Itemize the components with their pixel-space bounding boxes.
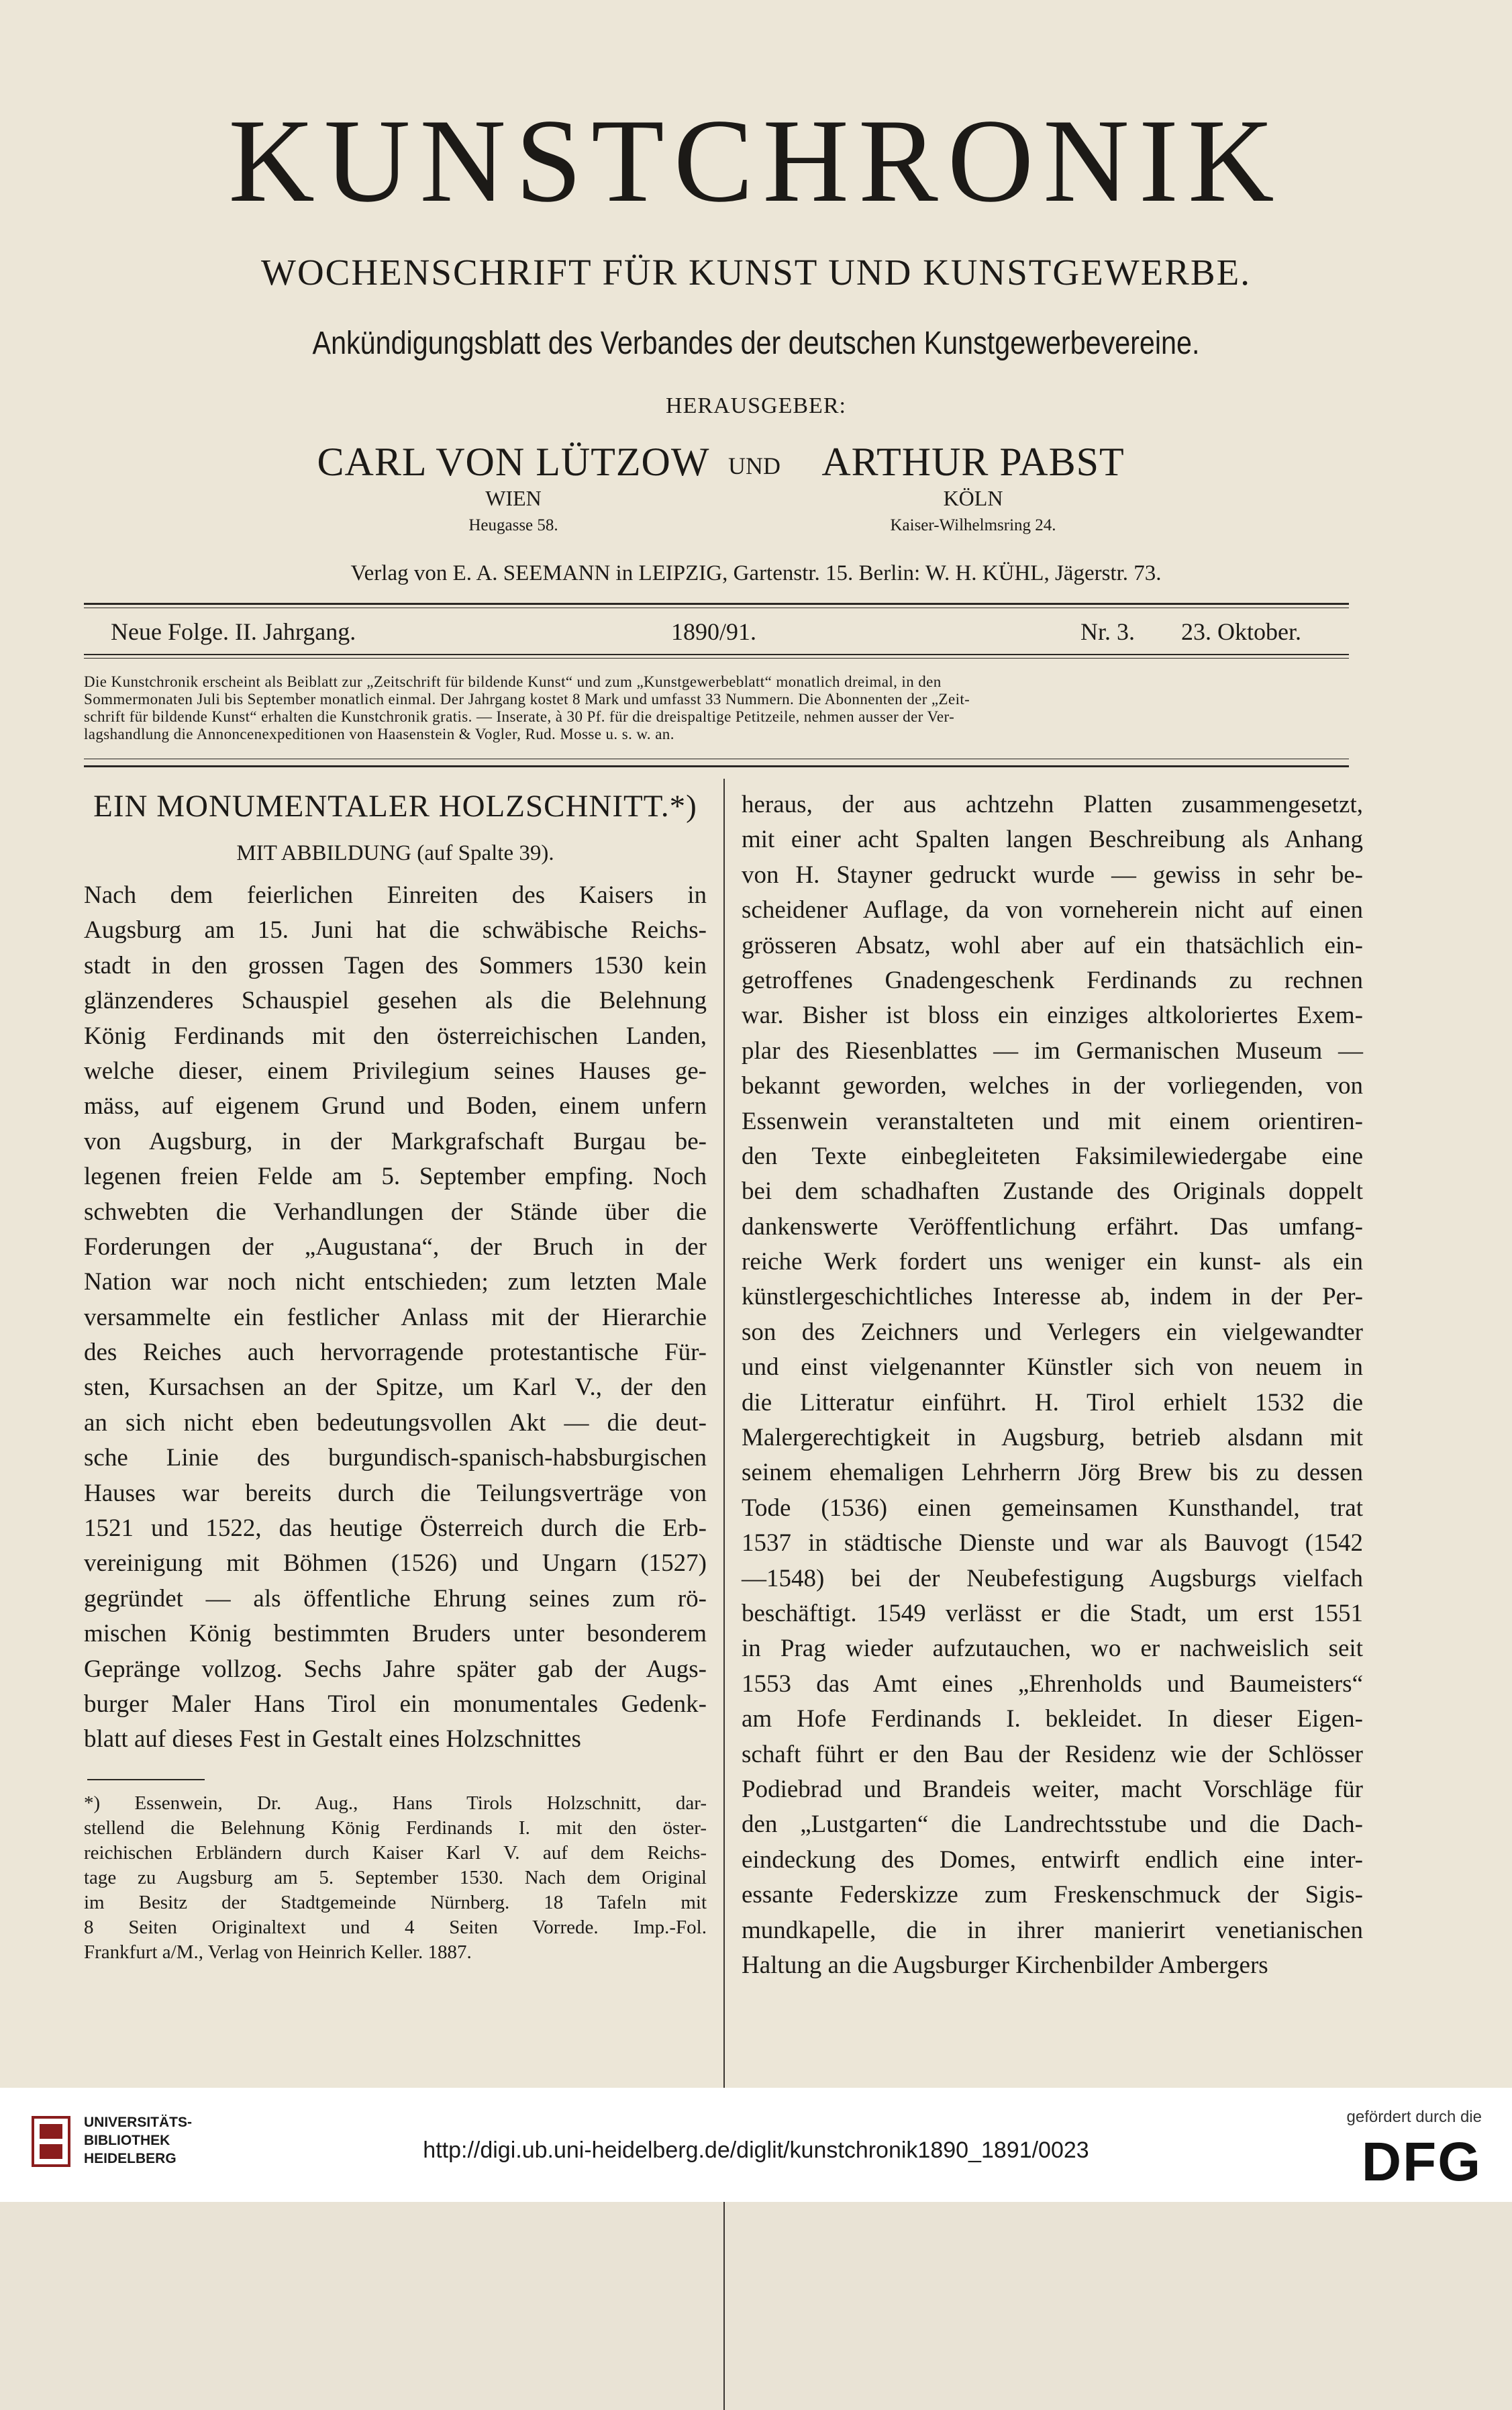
institution-line: BIBLIOTHEK (84, 2133, 170, 2148)
text-line: Gepränge vollzog. Sechs Jahre später gab der Augs- (84, 1655, 707, 1683)
footnote-line: 8 Seiten Originaltext und 4 Seiten Vorrede. Imp.-Fol. (84, 1917, 707, 1938)
article-title: EIN MONUMENTALER HOLZSCHNITT.*) (93, 789, 697, 824)
journal-title: KUNSTCHRONIK (228, 94, 1284, 227)
notice-line: schrift für bildende Kunst“ erhalten die Kunstchronik gratis. — Inserate, à 30 Pf. für die dreispaltige Petitzeile, nehmen ausser der Ver- (84, 708, 955, 725)
footnote-line: tage zu Augsburg am 5. September 1530. Nach dem Original (84, 1867, 707, 1888)
text-line: Nation war noch nicht entschieden; zum letzten Male (84, 1268, 707, 1296)
text-line: —1548) bei der Neubefestigung Augsburgs vielfach (742, 1564, 1363, 1592)
text-line: versammelte ein festlicher Anlass mit der Hierarchie (84, 1303, 707, 1331)
issue-year: 1890/91. (671, 618, 757, 645)
imprint-line: Verlag von E. A. SEEMANN in LEIPZIG, Gartenstr. 15. Berlin: W. H. KÜHL, Jägerstr. 73. (350, 561, 1162, 585)
editor-address: Heugasse 58. (468, 516, 558, 534)
text-line: Tode (1536) einen gemeinsamen Kunsthandel, trat (742, 1494, 1363, 1522)
text-line: sten, Kursachsen an der Spitze, um Karl V., der den (84, 1373, 707, 1402)
text-line: stadt in den grossen Tagen des Sommers 1530 kein (84, 951, 707, 979)
text-line: an sich nicht eben bedeutungsvollen Akt — die deut- (84, 1408, 707, 1437)
text-line: dankenswerte Veröffentlichung erfährt. Das umfang- (742, 1212, 1363, 1241)
text-line: vereinigung mit Böhmen (1526) und Ungarn (1527) (84, 1549, 707, 1578)
footnote-line: reichischen Erbländern durch Kaiser Karl V. auf dem Reichs- (84, 1842, 707, 1864)
text-line: des Reiches auch hervorragende protestantische Für- (84, 1339, 707, 1367)
text-line: son des Zeichners und Verlegers ein vielgewandter (742, 1318, 1363, 1346)
text-line: Podiebrad und Brandeis weiter, macht Vorschläge für (742, 1775, 1363, 1803)
text-line: und einst vielgenannter Künstler sich von neuem in (742, 1353, 1363, 1382)
digitization-footer (0, 2088, 1512, 2202)
text-line: künstlergeschichtliches Interesse ab, indem in der Per- (742, 1283, 1363, 1311)
text-line: Forderungen der „Augustana“, der Bruch in der (84, 1233, 707, 1261)
dfg-logo: DFG (1361, 2131, 1482, 2192)
text-line: König Ferdinands mit den österreichischen Landen, (84, 1022, 707, 1050)
text-line: eindeckung des Domes, entwirft endlich eine inter- (742, 1845, 1363, 1874)
text-line: Haltung an die Augsburger Kirchenbilder Ambergers (742, 1951, 1268, 1979)
text-column-right (742, 787, 1363, 1983)
text-line: burger Maler Hans Tirol ein monumentales Gedenk- (84, 1690, 707, 1718)
issue-date: 23. Oktober. (1181, 618, 1301, 645)
text-line: 1553 das Amt eines „Ehrenholds und Baumeisters“ (742, 1670, 1363, 1698)
text-line: den Texte einbegleiteten Faksimilewiedergabe eine (742, 1142, 1363, 1170)
editor-name: ARTHUR PABST (821, 440, 1125, 484)
notice-line: Die Kunstchronik erscheint als Beiblatt zur „Zeitschrift für bildende Kunst“ und zum „Kunstgewerbeblatt“ monatlich dreimal, in den (84, 673, 942, 690)
text-line: beschäftigt. 1549 verlässt er die Stadt, um erst 1551 (742, 1599, 1363, 1627)
divider-rule (84, 654, 1349, 655)
text-line: von Augsburg, in der Markgrafschaft Burgau be- (84, 1127, 707, 1155)
text-line: den „Lustgarten“ die Landrechtsstube und die Dach- (742, 1811, 1363, 1839)
text-line: sche Linie des burgundisch-spanisch-habsburgischen (84, 1444, 707, 1472)
editor-city: WIEN (485, 486, 542, 510)
text-line: bekannt geworden, welches in der vorliegenden, von (742, 1072, 1363, 1100)
text-line: mischen König bestimmten Bruders unter besonderem (84, 1620, 707, 1648)
announcement-line: Ankündigungsblatt des Verbandes der deutschen Kunstgewerbevereine. (312, 326, 1200, 361)
editor-city: KÖLN (943, 486, 1003, 510)
text-line: bei dem schadhaften Zustande des Originals doppelt (742, 1177, 1363, 1206)
article-subtitle: MIT ABBILDUNG (auf Spalte 39). (236, 841, 554, 865)
notice-line: lagshandlung die Annoncenexpeditionen von Haasenstein & Vogler, Rud. Mosse u. s. w. an. (84, 726, 674, 742)
issue-number: Nr. 3. (1080, 618, 1135, 645)
editor-address: Kaiser-Wilhelmsring 24. (890, 516, 1056, 534)
institution-line: HEIDELBERG (84, 2151, 177, 2166)
text-line: seinem ehemaligen Lehrherrn Jörg Brew bis zu dessen (742, 1459, 1363, 1487)
text-line: mäss, auf eigenem Grund und Boden, einem unfern (84, 1092, 707, 1120)
notice-line: Sommermonaten Juli bis September monatlich einmal. Der Jahrgang kostet 8 Mark und umfasst 33 Nummern. Die Abonnenten der „Zeit- (84, 691, 970, 708)
text-line: war. Bisher ist bloss ein einziges altkoloriertes Exem- (742, 1002, 1363, 1030)
footnote (84, 1791, 707, 1965)
text-line: 1537 in städtische Dienste und war als Bauvogt (1542 (742, 1529, 1363, 1557)
permalink[interactable]: http://digi.ub.uni-heidelberg.de/diglit/kunstchronik1890_1891/0023 (423, 2137, 1089, 2163)
subscription-notice (84, 673, 1349, 743)
text-line: von H. Stayner gedruckt wurde — gewiss in sehr be- (742, 861, 1363, 889)
footnote-line: im Besitz der Stadtgemeinde Nürnberg. 18 Tafeln mit (84, 1892, 707, 1913)
text-line: 1521 und 1522, das heutige Österreich durch die Erb- (84, 1514, 707, 1543)
publisher-heading: HERAUSGEBER: (666, 393, 846, 418)
footnote-line: stellend die Belehnung König Ferdinands I. mit den öster- (84, 1817, 707, 1839)
text-line: heraus, der aus achtzehn Platten zusammengesetzt, (742, 791, 1363, 818)
text-line: in Prag wieder aufzutauchen, wo er nachweislich seit (742, 1635, 1363, 1663)
text-line: Augsburg am 15. Juni hat die schwäbische Reichs- (84, 916, 707, 945)
text-line: am Hofe Ferdinands I. bekleidet. In dieser Eigen- (742, 1705, 1363, 1733)
text-line: reiche Werk fordert uns weniger ein kunst- als ein (742, 1248, 1363, 1276)
footnote-line: *) Essenwein, Dr. Aug., Hans Tirols Holzschnitt, dar- (84, 1792, 707, 1814)
text-line: Hauses war bereits durch die Teilungsverträge von (84, 1479, 707, 1507)
text-line: Malergerechtigkeit in Augsburg, betrieb alsdann mit (742, 1424, 1363, 1452)
text-line: mundkapelle, die in ihrer manierirt venetianischen (742, 1916, 1363, 1944)
text-line: plar des Riesenblattes — im Germanischen Museum — (742, 1037, 1363, 1065)
text-line: blatt auf dieses Fest in Gestalt eines Holzschnittes (84, 1725, 581, 1753)
text-line: essante Federskizze zum Freskenschmuck der Sigis- (742, 1881, 1363, 1909)
editor-pabst (805, 442, 1141, 534)
footnote-line: Frankfurt a/M., Verlag von Heinrich Keller. 1887. (84, 1941, 472, 1963)
editor-connector: UND (728, 452, 780, 479)
text-line: Nach dem feierlichen Einreiten des Kaisers in (84, 881, 707, 909)
funding-caption: gefördert durch die (1346, 2108, 1482, 2126)
text-line: Essenwein veranstalteten und mit einem orientiren- (742, 1107, 1363, 1135)
text-line: gegründet — als öffentliche Ehrung seines zum rö- (84, 1584, 707, 1612)
text-line: welche dieser, einem Privilegium seines Hauses ge- (84, 1057, 707, 1085)
text-line: scheidener Auflage, da von vorneherein nicht auf einen (742, 896, 1363, 924)
editor-luetzow (309, 442, 718, 534)
divider-rule (84, 658, 1349, 659)
editor-name: CARL VON LÜTZOW (317, 440, 710, 484)
institution-line: UNIVERSITÄTS- (84, 2115, 193, 2130)
text-column-left (84, 878, 707, 1757)
journal-subtitle: WOCHENSCHRIFT FÜR KUNST UND KUNSTGEWERBE. (261, 252, 1251, 293)
divider-rule (84, 765, 1349, 767)
text-line: schwebten die Verhandlungen der Stände über die (84, 1198, 707, 1226)
text-line: legenen freien Felde am 5. September empfing. Noch (84, 1163, 707, 1191)
text-line: die Litteratur einführt. H. Tirol erhielt 1532 die (742, 1388, 1363, 1416)
divider-rule (84, 603, 1349, 605)
footnote-rule (87, 1779, 205, 1780)
text-line: schaft führt er den Bau der Residenz wie der Schlösser (742, 1740, 1363, 1768)
issue-series: Neue Folge. II. Jahrgang. (111, 618, 356, 645)
text-line: mit einer acht Spalten langen Beschreibung als Anhang (742, 826, 1363, 854)
text-line: getroffenes Gnadengeschenk Ferdinands zu rechnen (742, 966, 1363, 994)
text-line: glänzenderes Schauspiel gesehen als die Belehnung (84, 987, 707, 1015)
text-line: grösseren Absatz, wohl aber auf ein thatsächlich ein- (742, 931, 1363, 959)
